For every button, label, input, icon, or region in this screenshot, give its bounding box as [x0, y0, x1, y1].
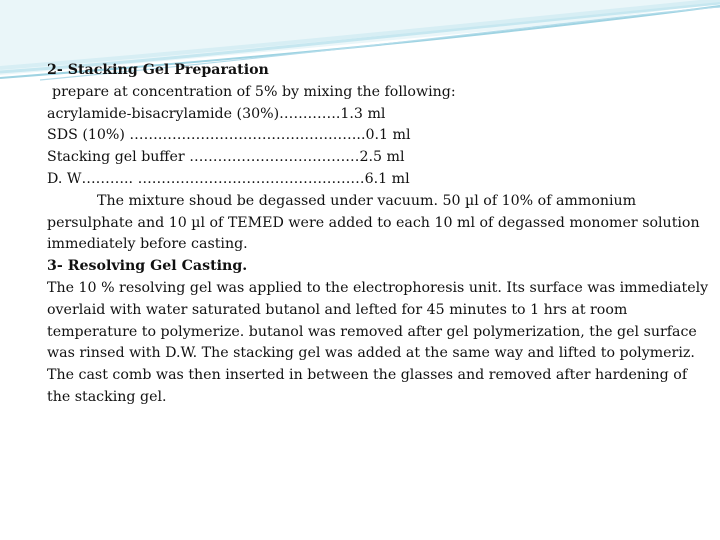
paragraph-resolving-gel: The 10 % resolving gel was applied to the electrophoresis unit. Its surface was immediately overlaid with water saturated butanol and lefted for 45 minutes to 1 hrs at room temperature to polymerize. butanol was removed after gel polymerization, the gel surface was rinsed with D.W. The stacking gel was added at the same way and lifted to polymeriz. The cast comb was then inserted in between the glasses and removed after hardening of the stacking gel. [47, 279, 709, 405]
reagent-item-dw: D. W……….. …………………………………………6.1 ml [47, 170, 410, 187]
reagent-item-sds: SDS (10%) …………………………………………..0.1 ml [47, 127, 411, 144]
reagent-item-stacking-buffer: Stacking gel buffer ………………………………2.5 ml [47, 149, 405, 166]
section-heading-stacking-gel: 2- Stacking Gel Preparation [47, 62, 269, 78]
reagent-item-acrylamide: acrylamide-bisacrylamide (30%)………….1.3 ml [47, 105, 386, 122]
section-heading-resolving-gel: 3- Resolving Gel Casting. [47, 258, 248, 275]
document-body [47, 60, 712, 409]
intro-text: prepare at concentration of 5% by mixing the following: [52, 83, 456, 100]
paragraph-degassing: The mixture shoud be degassed under vacuum. 50 µl of 10% of ammonium persulphate and 10 µl of TEMED were added to each 10 ml of degassed monomer solution immediately before casting. [47, 192, 700, 253]
